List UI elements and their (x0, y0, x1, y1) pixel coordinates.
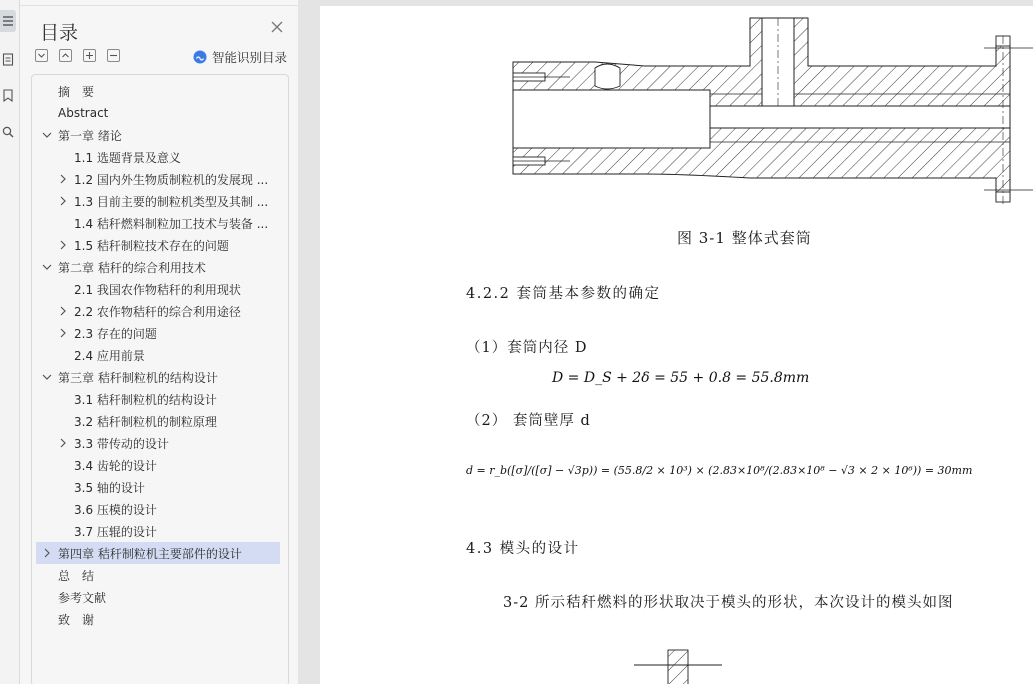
toc-item-label: 3.7 压辊的设计 (74, 524, 157, 539)
toc-item[interactable] (36, 344, 280, 366)
list-icon (2, 15, 14, 27)
toc-item[interactable] (36, 476, 280, 498)
toc-item-label: 3.6 压模的设计 (74, 502, 157, 517)
toc-item[interactable] (36, 564, 280, 586)
search-icon (2, 126, 14, 139)
toc-item[interactable] (36, 366, 280, 388)
toc-item-label: 第四章 秸秆制粒机主要部件的设计 (58, 546, 242, 561)
expand-all-button[interactable] (35, 49, 48, 62)
toc-item-label: 第一章 绪论 (58, 128, 122, 143)
close-outline-button[interactable] (268, 18, 286, 36)
close-icon (268, 18, 286, 36)
collapse-all-button[interactable] (59, 49, 72, 62)
toc-list (31, 74, 289, 684)
pages-button[interactable] (0, 48, 16, 70)
search-button[interactable] (0, 121, 16, 143)
toc-item-label: 1.2 国内外生物质制粒机的发展现 ... (74, 172, 269, 187)
toc-item[interactable] (36, 234, 280, 256)
smart-recognize-toc-button[interactable] (193, 48, 287, 66)
toc-item[interactable] (36, 608, 280, 630)
ai-cloud-icon (193, 50, 207, 64)
chevron-up-icon (61, 51, 70, 60)
page-icon (2, 53, 14, 66)
chevron-down-icon[interactable] (42, 372, 52, 382)
toc-item[interactable] (36, 278, 280, 300)
formula-inner-diameter (552, 370, 809, 386)
sleeve-drawing-figure (320, 6, 1033, 226)
bookmark-button[interactable] (0, 84, 16, 106)
outline-title: 目录 (40, 22, 79, 44)
toc-item-label: 3.5 轴的设计 (74, 480, 145, 495)
toc-item[interactable] (36, 542, 280, 564)
toc-item[interactable] (36, 586, 280, 608)
toc-item-label: Abstract (58, 106, 109, 120)
toc-item-label: 2.4 应用前景 (74, 348, 145, 363)
toc-item-label: 2.3 存在的问题 (74, 326, 157, 341)
toc-item[interactable] (36, 410, 280, 432)
toc-item-label: 2.2 农作物秸秆的综合利用途径 (74, 304, 241, 319)
toc-item-label: 3.3 带传动的设计 (74, 436, 169, 451)
section-heading-4-2-2: 4.2.2 套筒基本参数的确定 (466, 286, 661, 302)
toc-item-label: 致 谢 (58, 612, 95, 627)
toc-item-label: 1.1 选题背景及意义 (74, 150, 181, 165)
smart-recognize-label: 智能识别目录 (212, 50, 288, 65)
toc-item-label: 2.1 我国农作物秸秆的利用现状 (74, 282, 241, 297)
toc-item-label: 总 结 (58, 568, 95, 583)
add-heading-button[interactable] (83, 49, 96, 62)
toc-item-label: 参考文献 (58, 590, 107, 605)
toc-item[interactable] (36, 146, 280, 168)
formula-inner-diameter-text: D = D_S + 2δ = 55 + 0.8 = 55.8mm (552, 370, 810, 386)
toc-item-label: 1.5 秸秆制粒技术存在的问题 (74, 238, 229, 253)
chevron-down-icon (37, 51, 46, 60)
formula-wall-thickness (466, 452, 973, 496)
toc-item[interactable] (36, 212, 280, 234)
toc-item[interactable] (36, 80, 280, 102)
item-wall-thickness: （2） 套筒壁厚 d (466, 413, 591, 429)
toc-item[interactable] (36, 520, 280, 542)
toc-item[interactable] (36, 102, 280, 124)
toc-item[interactable] (36, 124, 280, 146)
toc-item[interactable] (36, 454, 280, 476)
toc-item[interactable] (36, 432, 280, 454)
next-figure-partial (634, 648, 754, 684)
toc-item[interactable] (36, 300, 280, 322)
outline-toggle-button[interactable] (0, 10, 16, 32)
figure-caption: 图 3-1 整体式套筒 (677, 229, 812, 247)
chevron-right-icon[interactable] (58, 438, 68, 448)
toc-item-label: 3.4 齿轮的设计 (74, 458, 157, 473)
body-paragraph: 3-2 所示秸秆燃料的形状取决于模头的形状，本次设计的模头如图 (503, 595, 954, 611)
toc-item-label: 1.3 目前主要的制粒机类型及其制 ... (74, 194, 269, 209)
toc-item-label: 3.2 秸秆制粒机的制粒原理 (74, 414, 217, 429)
chevron-right-icon[interactable] (58, 196, 68, 206)
side-icon-rail (0, 0, 20, 684)
document-page (320, 6, 1033, 684)
toc-item[interactable] (36, 190, 280, 212)
chevron-down-icon[interactable] (42, 130, 52, 140)
toc-item-label: 第二章 秸秆的综合利用技术 (58, 260, 206, 275)
minus-icon (109, 51, 118, 60)
formula-wall-thickness-text: d = r_b([σ]/([σ] − √3p)) = (55.8/2 × 10³) × (2.83×10⁸/(2.83×10⁸ − √3 × 2 × 10⁶)) = 30mm (466, 464, 973, 477)
chevron-right-icon[interactable] (58, 174, 68, 184)
toc-item[interactable] (36, 322, 280, 344)
outline-panel (20, 6, 298, 684)
chevron-down-icon[interactable] (42, 262, 52, 272)
item-inner-diameter: （1）套筒内径 D (466, 340, 588, 356)
toc-item-label: 第三章 秸秆制粒机的结构设计 (58, 370, 218, 385)
chevron-right-icon[interactable] (58, 240, 68, 250)
toc-item[interactable] (36, 498, 280, 520)
toc-item-label: 1.4 秸秆燃料制粒加工技术与装备 ... (74, 216, 269, 231)
chevron-right-icon[interactable] (42, 548, 52, 558)
chevron-right-icon[interactable] (58, 328, 68, 338)
section-heading-4-3: 4.3 模头的设计 (466, 541, 580, 557)
toc-item[interactable] (36, 388, 280, 410)
remove-heading-button[interactable] (107, 49, 120, 62)
toc-item[interactable] (36, 256, 280, 278)
plus-icon (85, 51, 94, 60)
chevron-right-icon[interactable] (58, 306, 68, 316)
toc-item[interactable] (36, 168, 280, 190)
bookmark-icon (2, 89, 14, 102)
toc-item-label: 摘 要 (58, 84, 95, 99)
toc-item-label: 3.1 秸秆制粒机的结构设计 (74, 392, 217, 407)
